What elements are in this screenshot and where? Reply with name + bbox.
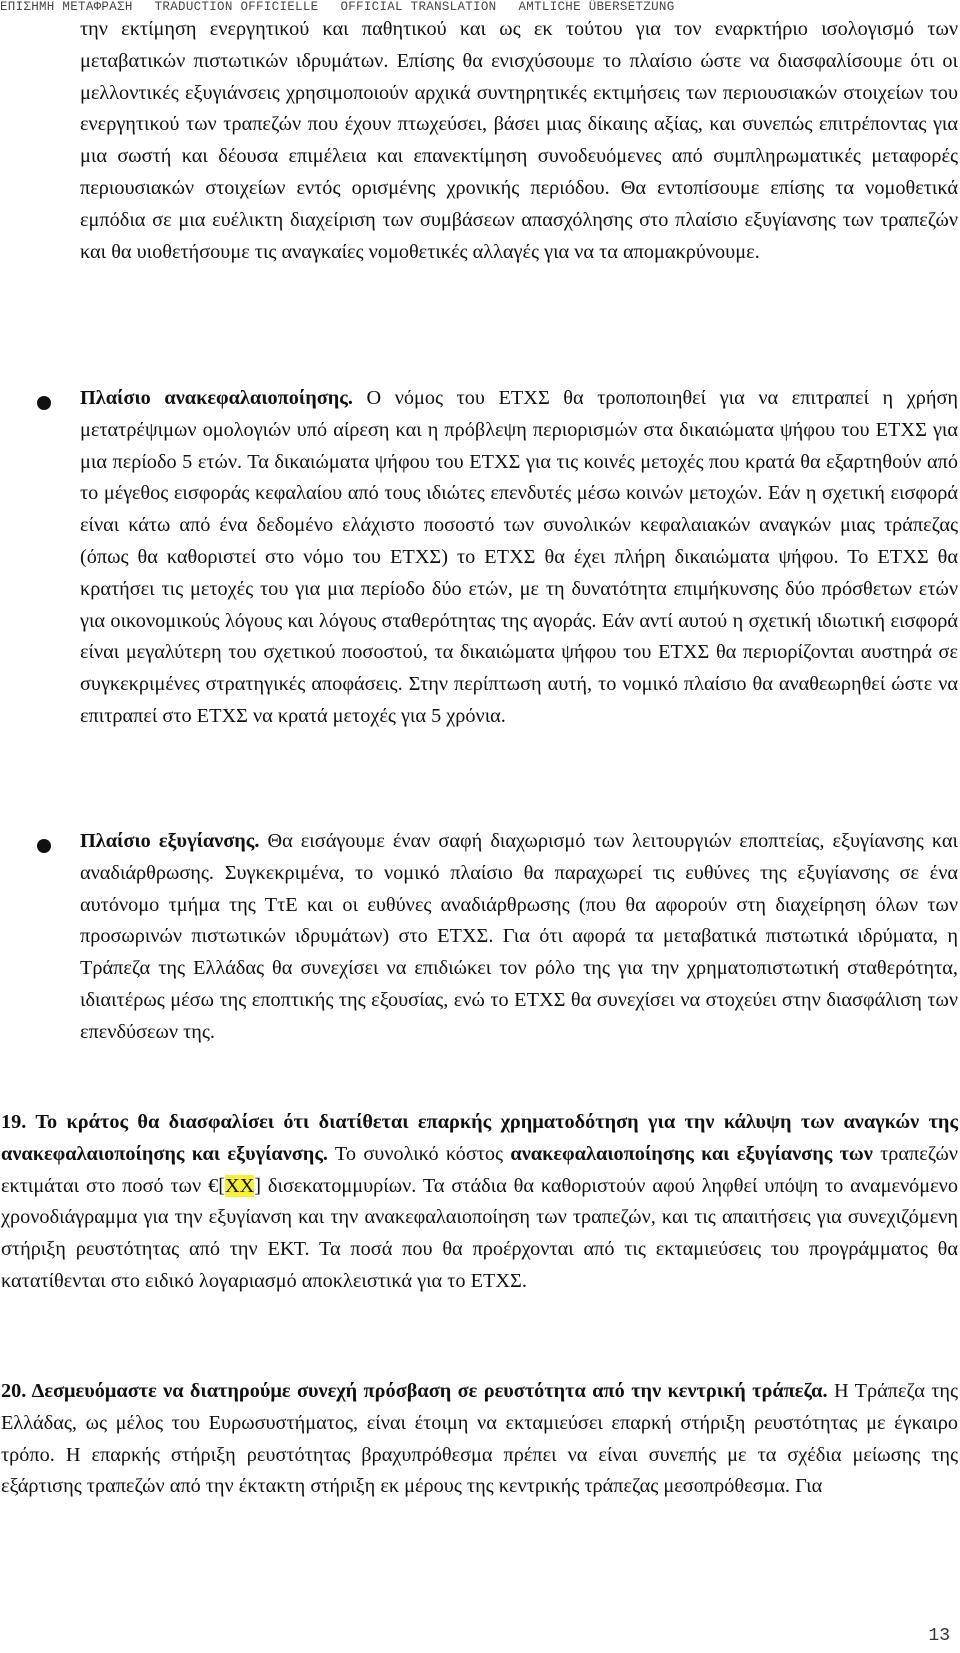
paragraph-19-bold: ανακεφαλαιοποίησης και εξυγίανσης των [510,1142,873,1165]
header-label-greek: ΕΠΙΣΗΜΗ ΜΕΤΑΦΡΑΣΗ [0,0,133,14]
page-number: 13 [928,1626,950,1646]
paragraph-19-text-2: τραπεζών εκτιμάται στο ποσό των €[ [1,1142,958,1197]
bullet-icon [37,396,51,410]
paragraph-20 [1,1376,958,1503]
recapitalization-bullet [80,383,958,733]
paragraph-20-text: Η Τράπεζα της Ελλάδας, ως μέλος του Ευρωσυστήματος, είναι έτοιμη να εκταμιεύσει επαρκή στήριξη ρευστότητας με έγκαιρο τρόπο. Η επαρκής στήριξη ρευστότητας βραχυπρόθεσμα πρέπει να είναι συνεπής με τα σχέδια μείωσης της εξάρτισης τραπεζών από την έκτακτη στήριξη εκ μέρους της κεντρικής τράπεζας μεσοπρόθεσμα. Για [1,1380,959,1498]
resolution-text: Θα εισάγουμε έναν σαφή διαχωρισμό των λειτουργιών εποπτείας, εξυγίανσης και αναδιάρθρωσης. Συγκεκριμένα, το νομικό πλαίσιο θα παραχωρεί τις ευθύνες της εξυγίανσης σε ένα αυτόνομο τμήμα της ΤτΕ και οι ευθύνες αναδιάρθρωσης (που θα αφορούν στη διαχείρηση όλων των προσωρινών πιστωτικών ιδρυμάτων) στο ΕΤΧΣ. Για ότι αφορά τα μεταβατικά πιστωτικά ιδρύματα, η Τράπεζα της Ελλάδας θα συνεχίσει να επιδιώκει τον ρόλο της για την χρηματοπιστωτική σταθερότητα, ιδιαιτέρως μέσω της εποπτικής της εξουσίας, ενώ το ΕΤΧΣ θα συνεχίσει να στοχεύει στην διασφάλιση των επενδύσεων της. [80,830,958,1043]
resolution-bullet [80,826,958,1049]
highlighted-placeholder: XX [224,1174,255,1197]
header-label-english: OFFICIAL TRANSLATION [340,0,497,14]
paragraph-19-text-3: ] δισεκατομμυρίων. Τα στάδια θα καθοριστούν αφού ληφθεί υπόψη το αναμενόμενο χρονοδιάγραμμα για την εξυγίανση και την ανακεφαλαιοποίηση των τραπεζών, και τις απαιτήσεις για συνεχιζόμενη στήριξη ρευστότητας από την ΕΚΤ. Τα ποσά που θα προέρχονται από τις εκταμιεύσεις του προγράμματος θα κατατίθενται στο ειδικό λογαριασμό αποκλειστικά για το ΕΤΧΣ. [1,1174,958,1292]
intro-text: την εκτίμηση ενεργητικού και παθητικού και ως εκ τούτου για τον εναρκτήριο ισολογισμό των μεταβατικών πιστωτικών ιδρυμάτων. Επίσης θα ενισχύσουμε το πλαίσιο ώστε να διασφαλίσουμε ότι οι μελλοντικές εξυγιάνσεις χρησιμοποιούν αρχικά συντηρητικές εκτιμήσεις των περιουσιακών στοιχείων του ενεργητικού των τραπεζών που έχουν πτωχεύσει, βάσει μιας δίκαιης αξίας, και συνεπώς επιτρέποντας για μια σωστή και δέουσα επιμέλεια και επανεκτίμηση συνοδευόμενες από συμπληρωματικές μεταφορές περιουσιακών στοιχείων εντός ορισμένης χρονικής περιόδου. Θα εντοπίσουμε επίσης τα νομοθετικά εμπόδια σε μια ευέλικτη διαχείριση των συμβάσεων απασχόλησης στο πλαίσιο εξυγίανσης των τραπεζών και θα υιοθετήσουμε τις αναγκαίες νομοθετικές αλλαγές για να τα απομακρύνουμε. [80,18,958,263]
paragraph-20-title: 20. Δεσμευόμαστε να διατηρούμε συνεχή πρόσβαση σε ρευστότητα από την κεντρική τράπεζα. [1,1380,828,1402]
header-label-french: TRADUCTION OFFICIELLE [154,0,319,14]
recapitalization-text: Ο νόμος του ΕΤΧΣ θα τροποποιηθεί για να επιτραπεί η χρήση μετατρέψιμων ομολογιών υπό αίρεση και η πρόβλεψη περιορισμών στα δικαιώματα ψήφου του ΕΤΧΣ για μια περίοδο 5 ετών. Τα δικαιώματα ψήφου του ΕΤΧΣ για τις κοινές μετοχές που κρατά θα εξαρτηθούν από το μέγεθος εισφοράς κεφαλαίου από τους ιδιώτες επενδυτές μέσω κοινών μετοχών. Εάν η σχετική εισφορά είναι κάτω από ένα δεδομένο ελάχιστο ποσοστό των συνολικών κεφαλαιακών αναγκών μιας τράπεζας (όπως θα καθοριστεί στο νόμο του ΕΤΧΣ) το ΕΤΧΣ θα έχει πλήρη δικαιώματα ψήφου. Το ΕΤΧΣ θα κρατήσει τις μετοχές του για μια περίοδο δύο ετών, με τη δυνατότητα επιμήκυνσης δύο πρόσθετων ετών για οικονομικούς λόγους και λόγους σταθερότητας της αγοράς. Εάν αντί αυτού η σχετική ιδιωτική εισφορά είναι μεγαλύτερη του σχετικού ποσοστού, τα δικαιώματα ψήφου του ΕΤΧΣ θα περιορίζονται αυστηρά σε συγκεκριμένες στρατηγικές αποφάσεις. Στην περίπτωση αυτή, το νομικό πλαίσιο θα αναθεωρηθεί ώστε να επιτραπεί στο ΕΤΧΣ να κρατά μετοχές για 5 χρόνια. [80,387,959,727]
recapitalization-title: Πλαίσιο ανακεφαλαιοποίησης. [80,387,353,409]
header-label-german: AMTLICHE ÜBERSETZUNG [518,0,675,14]
paragraph-19-text-1: Το συνολικό κόστος [327,1142,511,1165]
paragraph-19-title: 19. Το κράτος θα διασφαλίσει ότι διατίθεται επαρκής χρηματοδότηση για την κάλυψη των αναγκών της ανακεφαλαιοποίησης και εξυγίανσης. [1,1111,958,1165]
resolution-title: Πλαίσιο εξυγίανσης. [80,830,260,852]
paragraph-19 [1,1107,958,1298]
intro-paragraph [80,14,958,268]
bullet-icon [37,839,51,853]
